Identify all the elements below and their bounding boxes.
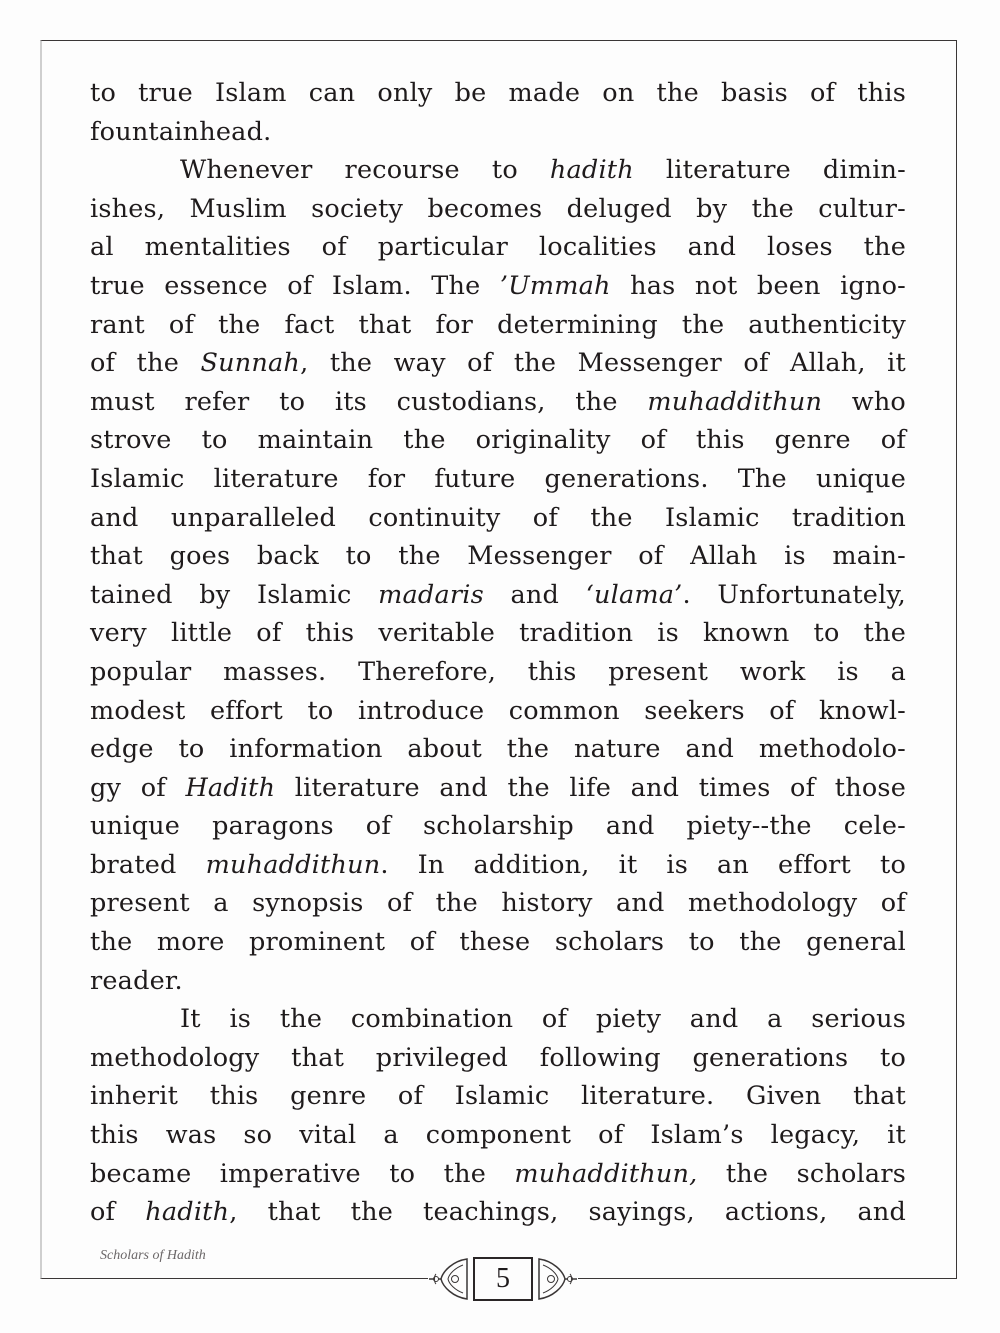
text-line bbox=[90, 344, 906, 383]
text-run: became imperative to the bbox=[90, 1158, 515, 1189]
text-line bbox=[90, 576, 906, 615]
text-line bbox=[90, 923, 906, 962]
text-run: brated bbox=[90, 849, 206, 880]
italic-term: Sunnah bbox=[200, 348, 301, 379]
text-line bbox=[90, 383, 906, 422]
text-line bbox=[90, 807, 906, 846]
text-run: Whenever recourse to bbox=[180, 155, 550, 186]
text-run: reader. bbox=[90, 965, 183, 996]
text-line bbox=[90, 1000, 906, 1039]
text-run: who bbox=[822, 386, 906, 417]
text-line bbox=[90, 267, 906, 306]
text-run: must refer to its custodians, the bbox=[90, 386, 648, 417]
text-line bbox=[90, 846, 906, 885]
text-line bbox=[90, 1155, 906, 1194]
text-run: modest effort to introduce common seekers of knowl- bbox=[90, 695, 906, 726]
text-run: and unparalleled continuity of the Islamic tradition bbox=[90, 502, 906, 533]
text-run: rant of the fact that for determining the authenticity bbox=[90, 309, 906, 340]
text-line bbox=[90, 190, 906, 229]
text-run: of the bbox=[90, 348, 201, 379]
text-run: Islamic literature for future generations. The unique bbox=[90, 463, 906, 494]
text-run: inherit this genre of Islamic literature. Given that bbox=[90, 1081, 906, 1112]
text-run: al mentalities of particular localities and loses the bbox=[90, 232, 906, 263]
text-line bbox=[90, 460, 906, 499]
text-run: literature and the life and times of those bbox=[275, 772, 906, 803]
italic-term: hadith bbox=[145, 1197, 230, 1228]
text-line bbox=[90, 884, 906, 923]
page-number-ornament bbox=[428, 1255, 578, 1303]
text-run: present a synopsis of the history and methodology of bbox=[90, 888, 906, 919]
text-run: the scholars bbox=[697, 1158, 906, 1189]
text-run: has not been igno- bbox=[610, 270, 906, 301]
text-line bbox=[90, 228, 906, 267]
text-line bbox=[90, 1077, 906, 1116]
text-line bbox=[90, 1193, 906, 1232]
text-line bbox=[90, 614, 906, 653]
text-line bbox=[90, 692, 906, 731]
italic-term: Hadith bbox=[185, 772, 276, 803]
italic-term: madaris bbox=[378, 579, 484, 610]
text-run: of bbox=[90, 1197, 146, 1228]
text-line bbox=[90, 730, 906, 769]
text-line bbox=[90, 151, 906, 190]
text-line bbox=[90, 1039, 906, 1078]
text-run: , that the teachings, sayings, actions, and bbox=[229, 1197, 906, 1228]
text-line bbox=[90, 1116, 906, 1155]
text-run: tained by Islamic bbox=[90, 579, 379, 610]
text-line bbox=[90, 421, 906, 460]
text-line bbox=[90, 113, 906, 152]
italic-term: ’Ummah bbox=[499, 270, 611, 301]
text-line bbox=[90, 769, 906, 808]
text-run: . In addition, it is an effort to bbox=[380, 849, 906, 880]
ornament-left-icon bbox=[429, 1255, 469, 1303]
text-run: fountainhead. bbox=[90, 116, 272, 147]
text-run: to true Islam can only be made on the basis of this bbox=[90, 78, 906, 108]
text-run: true essence of Islam. The bbox=[90, 270, 500, 301]
text-run: very little of this veritable tradition is known to the bbox=[90, 618, 906, 649]
ornament-right-icon bbox=[537, 1255, 577, 1303]
running-title: Scholars of Hadith bbox=[100, 1248, 206, 1263]
italic-term: hadith bbox=[549, 155, 634, 186]
text-run: gy of bbox=[90, 772, 186, 803]
italic-term: muhaddithun, bbox=[514, 1158, 698, 1189]
text-run: the more prominent of these scholars to the general bbox=[90, 927, 906, 958]
text-run: popular masses. Therefore, this present work is a bbox=[90, 656, 906, 687]
text-run: literature dimin- bbox=[633, 155, 906, 186]
page-number: 5 bbox=[473, 1257, 533, 1301]
text-run: ishes, Muslim society becomes deluged by the cultur- bbox=[90, 193, 906, 224]
italic-term: ‘ulama’ bbox=[585, 579, 683, 610]
text-line bbox=[90, 653, 906, 692]
text-run: that goes back to the Messenger of Allah is main- bbox=[90, 541, 906, 572]
text-run: It is the combination of piety and a serious bbox=[180, 1004, 906, 1035]
text-run: edge to information about the nature and methodolo- bbox=[90, 734, 906, 765]
italic-term: muhaddithun bbox=[205, 849, 381, 880]
text-run: unique paragons of scholarship and piety--the cele- bbox=[90, 811, 906, 842]
body-text bbox=[90, 74, 906, 1232]
text-line bbox=[90, 74, 906, 113]
text-run: this was so vital a component of Islam’s legacy, it bbox=[90, 1120, 906, 1151]
text-run: strove to maintain the originality of this genre of bbox=[90, 425, 906, 456]
text-line bbox=[90, 537, 906, 576]
text-line bbox=[90, 499, 906, 538]
text-line bbox=[90, 306, 906, 345]
text-line bbox=[90, 962, 906, 1001]
text-run: . Unfortunately, bbox=[682, 579, 906, 610]
italic-term: muhaddithun bbox=[647, 386, 823, 417]
text-run: , the way of the Messenger of Allah, it bbox=[300, 348, 906, 379]
text-run: methodology that privileged following generations to bbox=[90, 1042, 906, 1073]
text-run: and bbox=[483, 579, 586, 610]
